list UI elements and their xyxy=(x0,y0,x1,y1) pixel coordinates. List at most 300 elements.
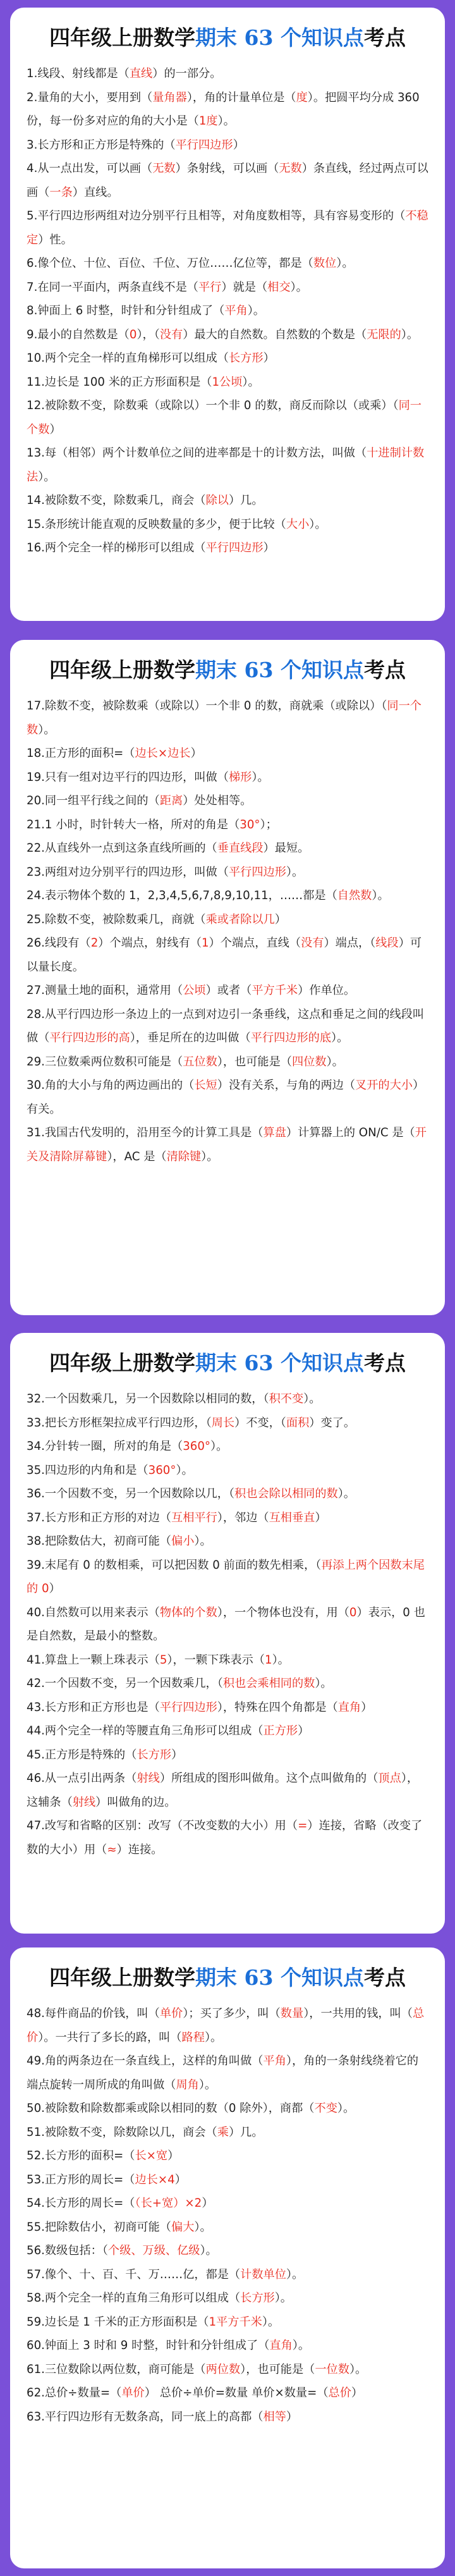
answer-text: 无数 xyxy=(279,162,302,175)
knowledge-list xyxy=(27,2002,428,2429)
answer-text: 开关及清除屏幕键 xyxy=(27,1126,427,1163)
answer-text: 长短 xyxy=(194,1079,217,1092)
answer-text: 线段 xyxy=(375,936,399,950)
answer-text: 1 xyxy=(201,936,209,950)
answer-text: 2 xyxy=(90,936,99,950)
point-text: 23.两组对边分别平行的四边形，叫做（ xyxy=(27,865,229,879)
point-text: ）或者（ xyxy=(205,984,252,997)
point-text: 57.像个、十、百、千、万……亿，都是（ xyxy=(27,2267,241,2281)
knowledge-point xyxy=(27,742,428,766)
knowledge-point xyxy=(27,62,428,86)
answer-text: 面积 xyxy=(286,1416,310,1430)
answer-text: 1公顷 xyxy=(212,375,243,389)
knowledge-point xyxy=(27,1387,428,1411)
answer-text: 互相垂直 xyxy=(269,1511,315,1524)
knowledge-card-2 xyxy=(10,640,445,1315)
knowledge-point xyxy=(27,2049,428,2097)
point-text: ）。 xyxy=(372,889,389,902)
knowledge-point xyxy=(27,789,428,813)
point-text: ）。 xyxy=(176,1463,193,1477)
answer-text: = xyxy=(298,1819,308,1832)
point-text: 26.线段有（ xyxy=(27,936,91,950)
point-text: 54.长方形的周长=（ xyxy=(27,2197,135,2210)
answer-text: 射线 xyxy=(72,1795,96,1809)
point-text: 31.我国古代发明的，沿用至今的计算工具是（ xyxy=(27,1126,264,1139)
knowledge-card-4 xyxy=(10,1947,445,2568)
point-text: 32.一个因数乘几，另一个因数除以相同的数，（ xyxy=(27,1392,269,1406)
knowledge-point xyxy=(27,2405,428,2429)
answer-text: 0 xyxy=(349,1605,357,1619)
point-text: ）连接。 xyxy=(116,1843,163,1856)
answer-text: 无限的 xyxy=(367,328,401,341)
point-text: 40.自然数可以用来表示（ xyxy=(27,1605,160,1619)
answer-text: 乘或者除以几 xyxy=(205,912,275,926)
point-text: 60.钟面上 3 时和 9 时整，时针和分针组成了（ xyxy=(27,2339,270,2352)
point-text: 22.从直线外一点到这条直线所画的（ xyxy=(27,842,217,855)
point-text: 39.末尾有 0 的数相乘，可以把因数 0 前面的数先相乘，（ xyxy=(27,1558,322,1572)
answer-text: 长×宽 xyxy=(135,2149,168,2162)
knowledge-point xyxy=(27,1672,428,1696)
point-text: ），邻边（ xyxy=(217,1511,269,1524)
knowledge-point xyxy=(27,204,428,252)
point-text: ）有关。 xyxy=(27,1079,425,1116)
point-text: ） xyxy=(315,1511,327,1524)
answer-text: 一位数 xyxy=(315,2362,349,2376)
point-text: 11.边长是 100 米的正方形面积是（ xyxy=(27,375,212,389)
knowledge-point xyxy=(27,884,428,908)
answer-text: 量角器 xyxy=(152,90,187,104)
knowledge-point xyxy=(27,1050,428,1074)
knowledge-point xyxy=(27,2002,428,2049)
knowledge-point xyxy=(27,766,428,790)
answer-text: 公顷 xyxy=(183,984,206,997)
point-text: ）。 xyxy=(326,1055,344,1069)
point-text: ）； xyxy=(260,818,277,831)
answer-text: 平行 xyxy=(198,280,222,294)
knowledge-point xyxy=(27,1743,428,1767)
answer-text: 平角 xyxy=(224,304,248,317)
point-text: ）所组成的图形叫做角。这个点叫做角的（ xyxy=(159,1772,379,1785)
point-text: ）处处相等。 xyxy=(183,794,252,807)
knowledge-point xyxy=(27,2381,428,2405)
point-text: ）。 xyxy=(198,2078,217,2092)
point-text: ）变了。 xyxy=(309,1416,356,1430)
answer-text: 无数 xyxy=(152,162,176,175)
point-text: ）性。 xyxy=(38,233,73,247)
answer-text: 正方形 xyxy=(263,1724,298,1738)
point-text: ） xyxy=(49,1582,61,1595)
point-text: 49.角的两条边在一条直线上，这样的角叫做（ xyxy=(27,2054,264,2068)
point-text: 18.正方形的面积=（ xyxy=(27,747,135,760)
point-text: ）。 xyxy=(200,2244,217,2257)
point-text: 28.从平行四边形一条边上的一点到对边引一条垂线，这点和垂足之间的线段叫做（ xyxy=(27,1007,425,1045)
answer-text: 30° xyxy=(240,818,260,831)
answer-text: 边长×边长 xyxy=(135,747,191,760)
answer-text: 物体的个数 xyxy=(159,1605,217,1619)
answer-text: 总价 xyxy=(328,2386,351,2400)
point-text: ）作单位。 xyxy=(298,984,356,997)
answer-text: 计数单位 xyxy=(240,2267,286,2281)
answer-text: 平行四边形 xyxy=(205,541,264,555)
answer-text: 再添上两个因数末尾的 0 xyxy=(27,1558,425,1595)
point-text: ），AC 是（ xyxy=(107,1150,167,1163)
answer-text: 垂直线段 xyxy=(217,842,264,855)
answer-text: 两位数 xyxy=(205,2362,241,2376)
point-text: 6.像个位、十位、百位、千位、万位……亿位等，都是（ xyxy=(27,257,313,270)
point-text: ）计算器上的 ON/C 是（ xyxy=(286,1126,415,1139)
point-text: ）。一共行了多长的路，叫（ xyxy=(38,2030,182,2044)
point-text: 47.改写和省略的区别：改写（不改变数的大小）用（ xyxy=(27,1819,298,1832)
point-text: ）。把圆平均分成 360 份，每一份多对应的角的大小是（ xyxy=(27,90,420,128)
point-text: 29.三位数乘两位数积可能是（ xyxy=(27,1055,183,1069)
point-text: 56.数级包括：（ xyxy=(27,2244,108,2257)
point-text: ）。 xyxy=(252,770,269,784)
knowledge-point xyxy=(27,1814,428,1861)
point-text: 3.长方形和正方形是特殊的（ xyxy=(27,138,176,152)
point-text: 52.长方形的面积=（ xyxy=(27,2149,135,2162)
point-text: 42.一个因数不变，另一个因数乘几，（ xyxy=(27,1677,223,1690)
answer-text: 不变 xyxy=(314,2102,337,2115)
point-text: ） xyxy=(49,422,61,436)
answer-text: （长+宽）×2 xyxy=(135,2197,202,2210)
point-text: ）。 xyxy=(290,280,308,294)
point-text: ），也可能是（ xyxy=(217,1055,292,1069)
answer-text: 相交 xyxy=(267,280,291,294)
point-text: ）没有关系，与角的两边（ xyxy=(217,1079,356,1092)
card-title: 四年级上册数学期末 63 个知识点考点 xyxy=(49,25,406,50)
point-text: ）。 xyxy=(38,470,56,484)
knowledge-point xyxy=(27,1530,428,1554)
knowledge-point xyxy=(27,371,428,395)
knowledge-point xyxy=(27,1506,428,1530)
answer-text: 0 xyxy=(129,328,137,341)
answer-text: 平行四边形的高 xyxy=(49,1031,130,1045)
answer-text: 偏大 xyxy=(171,2220,195,2234)
point-text: ）。 xyxy=(194,1535,212,1548)
point-text: ）就是（ xyxy=(221,280,268,294)
point-text: 62.总价÷数量=（ xyxy=(27,2386,122,2400)
knowledge-point xyxy=(27,908,428,932)
answer-text: 数位 xyxy=(313,257,337,270)
point-text: 33.把长方形框架拉成平行四边形，（ xyxy=(27,1416,212,1430)
point-text: 44.两个完全一样的等腰直角三角形可以组成（ xyxy=(27,1724,264,1738)
answer-text: 周长 xyxy=(211,1416,235,1430)
point-text: ）。 xyxy=(303,1392,321,1406)
point-text: 17.除数不变，被除数乘（或除以）一个非 0 的数，商就乘（或除以）（ xyxy=(27,699,387,713)
point-text: ）几。 xyxy=(228,2125,264,2139)
answer-text: 数量 xyxy=(280,2007,304,2020)
point-text: ） xyxy=(174,2173,186,2187)
answer-text: 没有 xyxy=(159,328,183,341)
knowledge-point xyxy=(27,694,428,742)
point-text: ），这辅条（ xyxy=(27,1772,419,1809)
point-text: 38.把除数估大，初商可能（ xyxy=(27,1535,171,1548)
knowledge-point xyxy=(27,2263,428,2287)
answer-text: 单价 xyxy=(121,2386,145,2400)
point-text: ），（ xyxy=(136,328,160,341)
point-text: 45.正方形是特殊的（ xyxy=(27,1748,137,1762)
point-text: ） xyxy=(263,352,275,365)
point-text: 7.在同一平面内，两条直线不是（ xyxy=(27,280,198,294)
answer-text: 清除键 xyxy=(166,1150,202,1163)
answer-text: 一条 xyxy=(49,185,73,199)
point-text: ）。 xyxy=(292,2339,310,2352)
answer-text: 单价 xyxy=(159,2007,183,2020)
knowledge-list xyxy=(27,62,428,560)
point-text: 16.两个完全一样的梯形可以组成（ xyxy=(27,541,206,555)
answer-text: 同一个数 xyxy=(27,399,422,436)
answer-text: 除以 xyxy=(205,494,229,507)
answer-text: 互相平行 xyxy=(171,1511,217,1524)
point-text: 21.1 小时，时针转大一格，所对的角是（ xyxy=(27,818,240,831)
answer-text: 长方形 xyxy=(136,1748,172,1762)
point-text: ）几。 xyxy=(228,494,264,507)
knowledge-point xyxy=(27,979,428,1003)
knowledge-point xyxy=(27,1696,428,1720)
point-text: ）。 xyxy=(401,328,419,341)
answer-text: 平行四边形的底 xyxy=(250,1031,332,1045)
answer-text: 平行四边形 xyxy=(175,138,233,152)
point-text: ）连接，省略（改变了数的大小）用（ xyxy=(27,1819,423,1856)
point-text: ）。 xyxy=(217,114,235,128)
answer-text: 直角 xyxy=(337,1700,361,1714)
answer-text: 平行四边形 xyxy=(228,865,286,879)
knowledge-card-3 xyxy=(10,1333,445,1934)
point-text: ），一个物体也没有，用（ xyxy=(217,1605,349,1619)
point-text: 46.从一点引出两条（ xyxy=(27,1772,137,1785)
answer-text: 直线 xyxy=(129,67,153,80)
point-text: ）条射线，可以画（ xyxy=(175,162,279,175)
answer-text: ≈ xyxy=(107,1843,117,1856)
point-text: 35.四边形的内角和是（ xyxy=(27,1463,149,1477)
answer-text: 个级、万级、亿级 xyxy=(107,2244,200,2257)
point-text: ）个端点，直线（ xyxy=(209,936,301,950)
point-text: ）。 xyxy=(349,2362,367,2376)
knowledge-point xyxy=(27,837,428,861)
answer-text: 总价 xyxy=(27,2007,425,2044)
point-text: 25.除数不变，被除数乘几，商就（ xyxy=(27,912,206,926)
knowledge-point xyxy=(27,861,428,885)
point-text: 24.表示物体个数的 1，2,3,4,5,6,7,8,9,10,11，……都是（ xyxy=(27,889,337,902)
answer-text: 积不变 xyxy=(269,1392,304,1406)
knowledge-point xyxy=(27,276,428,300)
point-text: ） xyxy=(286,2410,298,2424)
point-text: 61.三位数除以两位数，商可能是（ xyxy=(27,2362,206,2376)
point-text: ）。 xyxy=(204,2030,222,2044)
point-text: 13.每（相邻）两个计数单位之间的进率都是十的计数方法，叫做（ xyxy=(27,446,367,460)
knowledge-point xyxy=(27,2192,428,2216)
point-text: 9.最小的自然数是（ xyxy=(27,328,130,341)
answer-text: 积也会乘相同的数 xyxy=(222,1677,315,1690)
knowledge-point xyxy=(27,1719,428,1743)
answer-text: 360° xyxy=(183,1440,210,1453)
point-text: ） xyxy=(171,1748,183,1762)
answer-text: 同一个数 xyxy=(27,699,422,737)
answer-text: 平方千米 xyxy=(252,984,298,997)
point-text: 10.两个完全一样的直角梯形可以组成（ xyxy=(27,352,229,365)
point-text: ） xyxy=(167,2149,179,2162)
knowledge-list xyxy=(27,694,428,1168)
point-text: ）。 xyxy=(286,2267,304,2281)
point-text: ）最短。 xyxy=(263,842,310,855)
point-text: 59.边长是 1 千米的正方形面积是（ xyxy=(27,2315,209,2329)
point-text: 34.分针转一圈，所对的角是（ xyxy=(27,1440,183,1453)
answer-text: 算盘 xyxy=(263,1126,286,1139)
knowledge-point xyxy=(27,2310,428,2334)
point-text: ）可以量长度。 xyxy=(27,936,422,974)
answer-text: 射线 xyxy=(136,1772,160,1785)
knowledge-point xyxy=(27,1459,428,1483)
knowledge-point xyxy=(27,2097,428,2121)
answer-text: 平行四边形 xyxy=(159,1700,217,1714)
point-text: ）端点，（ xyxy=(324,936,376,950)
answer-text: 顶点 xyxy=(378,1772,401,1785)
point-text: ）。 xyxy=(286,865,304,879)
point-text: ）。 xyxy=(210,1440,228,1453)
point-text: 19.只有一组对边平行的四边形，叫做（ xyxy=(27,770,229,784)
point-text: ）不变，（ xyxy=(234,1416,286,1430)
point-text: 55.把除数估小，初商可能（ xyxy=(27,2220,171,2234)
point-text: ） xyxy=(361,1700,373,1714)
knowledge-point xyxy=(27,1411,428,1435)
point-text: ）。 xyxy=(262,2315,280,2329)
answer-text: 乘 xyxy=(217,2125,229,2139)
knowledge-point xyxy=(27,1482,428,1506)
point-text: 37.长方形和正方形的对边（ xyxy=(27,1511,171,1524)
answer-text: 直角 xyxy=(269,2339,293,2352)
answer-text: 积也会除以相同的数 xyxy=(234,1487,338,1500)
answer-text: 四位数 xyxy=(291,1055,327,1069)
point-text: 43.长方形和正方形也是（ xyxy=(27,1700,160,1714)
point-text: ）个端点，射线有（ xyxy=(98,936,202,950)
knowledge-point xyxy=(27,536,428,560)
answer-text: 1度 xyxy=(198,114,218,128)
answer-text: 长方形 xyxy=(228,352,264,365)
point-text: 12.被除数不变，除数乘（或除以）一个非 0 的数，商反而除以（或乘）（ xyxy=(27,399,399,412)
point-text: ） xyxy=(351,2386,363,2400)
point-text: 14.被除数不变，除数乘几，商会（ xyxy=(27,494,206,507)
point-text: ）。 xyxy=(337,2102,355,2115)
knowledge-point xyxy=(27,1767,428,1814)
answer-text: 边长×4 xyxy=(135,2173,175,2187)
answer-text: 没有 xyxy=(301,936,324,950)
point-text: 53.正方形的周长=（ xyxy=(27,2173,135,2187)
knowledge-point xyxy=(27,1121,428,1168)
point-text: ）最大的自然数。自然数的个数是（ xyxy=(183,328,367,341)
point-text: ）。 xyxy=(38,723,56,737)
knowledge-point xyxy=(27,2216,428,2240)
point-text: ），一共用的钱，叫（ xyxy=(303,2007,413,2020)
knowledge-point xyxy=(27,441,428,489)
point-text: ），角的计量单位是（ xyxy=(186,90,296,104)
point-text: ）。 xyxy=(247,304,265,317)
answer-text: 距离 xyxy=(159,794,183,807)
knowledge-point xyxy=(27,394,428,441)
point-text: ）。 xyxy=(272,1653,289,1667)
knowledge-point xyxy=(27,2144,428,2168)
point-text: ） 总价÷单价=数量 单价×数量=（ xyxy=(144,2386,329,2400)
point-text: ） xyxy=(190,747,202,760)
knowledge-point xyxy=(27,931,428,979)
point-text: ）。 xyxy=(315,1677,332,1690)
knowledge-point xyxy=(27,1554,428,1601)
knowledge-point xyxy=(27,2121,428,2145)
answer-text: 偏小 xyxy=(171,1535,195,1548)
answer-text: 十进制计数法 xyxy=(27,446,425,484)
knowledge-list xyxy=(27,1387,428,1861)
point-text: ） xyxy=(274,912,286,926)
answer-text: 1 xyxy=(264,1653,272,1667)
answer-text: 周角 xyxy=(176,2078,199,2092)
point-text: ），也可能是（ xyxy=(240,2362,315,2376)
point-text: ）。 xyxy=(242,375,260,389)
knowledge-point xyxy=(27,1601,428,1648)
answer-text: 大小 xyxy=(286,517,310,531)
point-text: ）直线。 xyxy=(72,185,119,199)
knowledge-point xyxy=(27,133,428,157)
point-text: ）；买了多少，叫（ xyxy=(183,2007,281,2020)
knowledge-point xyxy=(27,2239,428,2263)
point-text: 50.被除数和除数都乘或除以相同的数（0 除外），商都（ xyxy=(27,2102,315,2115)
point-text: ）表示，0 也是自然数，是最小的整数。 xyxy=(27,1605,425,1643)
point-text: ）。 xyxy=(201,1150,219,1163)
point-text: 63.平行四边形有无数条高，同一底上的高都（ xyxy=(27,2410,264,2424)
answer-text: 5 xyxy=(159,1653,167,1667)
point-text: ） xyxy=(298,1724,310,1738)
knowledge-point xyxy=(27,1003,428,1050)
point-text: ）。 xyxy=(331,1031,349,1045)
point-text: 1.线段、射线都是（ xyxy=(27,67,130,80)
knowledge-point xyxy=(27,86,428,133)
point-text: 58.两个完全一样的直角三角形可以组成（ xyxy=(27,2291,241,2305)
answer-text: 长方形 xyxy=(240,2291,275,2305)
knowledge-point xyxy=(27,489,428,513)
knowledge-point xyxy=(27,2168,428,2192)
point-text: 36.一个因数不变，另一个因数除以几，（ xyxy=(27,1487,235,1500)
answer-text: 路程 xyxy=(181,2030,205,2044)
knowledge-card-1 xyxy=(10,8,445,621)
answer-text: 相等 xyxy=(263,2410,286,2424)
answer-text: 自然数 xyxy=(337,889,372,902)
point-text: ）。 xyxy=(336,257,354,270)
point-text: ），一颗下珠表示（ xyxy=(167,1653,265,1667)
knowledge-point xyxy=(27,1648,428,1672)
point-text: 48.每件商品的价钱，叫（ xyxy=(27,2007,160,2020)
knowledge-point xyxy=(27,252,428,276)
answer-text: 度 xyxy=(296,90,308,104)
point-text: ）。 xyxy=(309,517,327,531)
answer-text: 1平方千米 xyxy=(209,2315,262,2329)
knowledge-point xyxy=(27,2334,428,2358)
point-text: ），角的一条射线绕着它的端点旋转一周所成的角叫做（ xyxy=(27,2054,419,2092)
card-title: 四年级上册数学期末 63 个知识点考点 xyxy=(49,1351,406,1375)
answer-text: 不稳定 xyxy=(27,209,428,247)
point-text: ），特殊在四个角都是（ xyxy=(217,1700,338,1714)
answer-text: 梯形 xyxy=(228,770,252,784)
knowledge-point xyxy=(27,813,428,837)
point-text: 4.从一点出发，可以画（ xyxy=(27,162,153,175)
point-text: ）的一部分。 xyxy=(152,67,222,80)
point-text: ） xyxy=(263,541,275,555)
point-text: 15.条形统计能直观的反映数量的多少，便于比较（ xyxy=(27,517,286,531)
point-text: 30.角的大小与角的两边画出的（ xyxy=(27,1079,195,1092)
point-text: ） xyxy=(233,138,245,152)
knowledge-point xyxy=(27,299,428,323)
point-text: ）条直线，经过两点可以画（ xyxy=(27,162,428,199)
point-text: 8.钟面上 6 时整，时针和分针组成了（ xyxy=(27,304,225,317)
point-text: ）叫做角的边。 xyxy=(95,1795,176,1809)
point-text: ）。 xyxy=(337,1487,355,1500)
